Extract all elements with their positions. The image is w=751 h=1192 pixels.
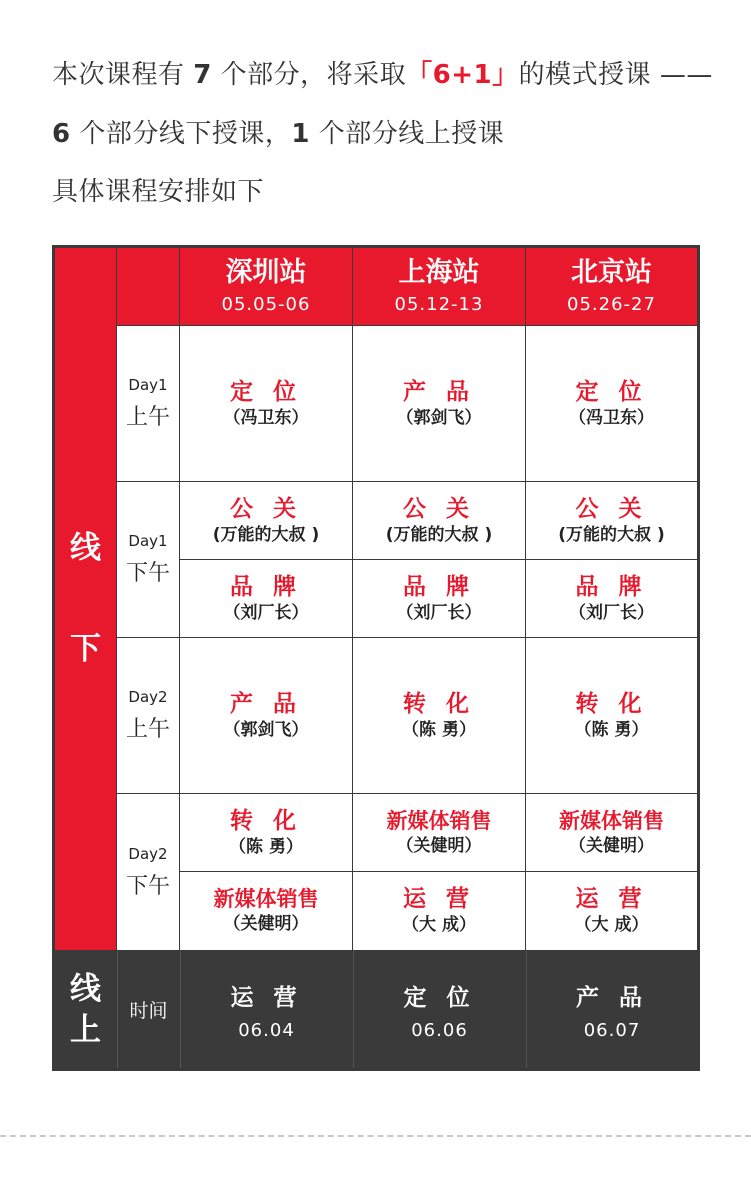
- online-char-2: 上: [70, 1011, 101, 1048]
- city-date: 05.12-13: [394, 293, 484, 315]
- session-topic: 公 关: [402, 495, 475, 522]
- intro-line-1: [52, 54, 713, 91]
- intro-text: 个部分线上授课: [318, 119, 505, 149]
- intro-number: 1: [291, 119, 310, 149]
- session-topic: 品 牌: [575, 573, 648, 600]
- online-label: [55, 951, 116, 1068]
- session-topic: 转 化: [575, 690, 648, 717]
- header-corner: [117, 248, 179, 325]
- session-speaker: （冯卫东）: [223, 407, 309, 428]
- online-topic: 定 位: [403, 984, 476, 1011]
- city-date: 05.05-06: [221, 293, 311, 315]
- online-topic: 产 品: [575, 984, 648, 1011]
- session-speaker: （关健明）: [396, 835, 482, 856]
- session-topic: 品 牌: [229, 573, 302, 600]
- session-cell: [180, 872, 352, 950]
- session-topic: 转 化: [229, 807, 302, 834]
- session-topic: 定 位: [229, 378, 302, 405]
- session-speaker: （大 成）: [574, 915, 649, 935]
- session-cell: [526, 872, 697, 950]
- session-topic: 公 关: [575, 495, 648, 522]
- time-label: 时间: [129, 1000, 168, 1022]
- session-cell: [353, 326, 525, 481]
- city-header-shanghai: [353, 248, 525, 325]
- online-session: [180, 951, 352, 1068]
- session-cell: [180, 638, 352, 793]
- session-topic: 新媒体销售: [213, 887, 319, 911]
- intro-text: 本次课程有: [52, 60, 185, 90]
- session-topic: 公 关: [229, 495, 302, 522]
- session-topic: 转 化: [402, 690, 475, 717]
- ampm-label: 上午: [125, 405, 170, 430]
- intro-text: 个部分，将采取: [220, 60, 407, 90]
- offline-char-2: 下: [70, 631, 101, 667]
- online-date: 06.06: [411, 1019, 468, 1041]
- session-topic: 运 营: [575, 886, 648, 912]
- session-topic: 产 品: [402, 378, 475, 405]
- city-date: 05.26-27: [567, 293, 656, 315]
- session-topic: 品 牌: [402, 573, 475, 600]
- offline-char-1: 线: [70, 530, 101, 566]
- online-session: [353, 951, 525, 1068]
- period-day2-am: [117, 638, 179, 793]
- period-day1-am: [117, 326, 179, 481]
- intro-highlight: 「6+1」: [406, 60, 519, 90]
- offline-label: [55, 248, 116, 950]
- intro-text: 的模式授课 ——: [518, 60, 713, 90]
- session-speaker: （郭剑飞）: [396, 407, 482, 428]
- session-cell: [526, 326, 697, 481]
- session-speaker: （郭剑飞）: [223, 719, 309, 740]
- session-cell: [353, 638, 525, 793]
- intro-line-2: [52, 113, 504, 150]
- intro-text: 具体课程安排如下: [52, 177, 265, 207]
- session-cell: [353, 872, 525, 950]
- online-session: [526, 951, 697, 1068]
- intro-number: 7: [193, 60, 212, 90]
- ampm-label: 上午: [125, 717, 170, 742]
- session-topic: 定 位: [575, 378, 648, 405]
- day-label: Day2: [128, 688, 168, 706]
- day-label: Day2: [128, 844, 168, 863]
- session-topic: 新媒体销售: [386, 808, 492, 833]
- day-label: Day1: [128, 532, 168, 550]
- session-cell: [180, 482, 352, 559]
- session-speaker: (万能的大叔 ): [212, 524, 320, 545]
- session-topic: 新媒体销售: [559, 808, 664, 833]
- intro-line-3: [52, 171, 264, 208]
- session-speaker: （刘厂长）: [569, 602, 654, 623]
- session-speaker: (万能的大叔 ): [558, 524, 665, 545]
- city-name: 深圳站: [225, 256, 307, 288]
- session-cell: [353, 794, 525, 871]
- online-date: 06.04: [238, 1019, 295, 1041]
- session-speaker: （陈 勇）: [574, 719, 649, 740]
- city-name: 北京站: [571, 256, 652, 288]
- session-topic: 运 营: [402, 886, 475, 912]
- session-cell: [526, 560, 697, 637]
- session-cell: [353, 560, 525, 637]
- ampm-label: 下午: [125, 561, 170, 586]
- session-speaker: （关健明）: [223, 914, 309, 934]
- session-cell: [180, 560, 352, 637]
- session-speaker: （刘厂长）: [396, 602, 482, 623]
- dashed-divider: [0, 1135, 751, 1137]
- online-topic: 运 营: [230, 984, 303, 1011]
- intro-number: 6: [52, 119, 71, 149]
- session-speaker: （陈 勇）: [229, 836, 303, 857]
- day-label: Day1: [128, 376, 168, 394]
- online-date: 06.07: [583, 1019, 641, 1041]
- ampm-label: 下午: [125, 873, 170, 899]
- city-name: 上海站: [398, 256, 480, 288]
- period-day1-pm: [117, 482, 179, 637]
- city-header-shenzhen: [180, 248, 352, 325]
- session-topic: 产 品: [229, 690, 302, 717]
- session-cell: [353, 482, 525, 559]
- intro-text: 个部分线下授课，: [79, 119, 292, 149]
- session-speaker: （陈 勇）: [402, 719, 476, 740]
- period-day2-pm: [117, 794, 179, 950]
- session-cell: [526, 638, 697, 793]
- session-speaker: （刘厂长）: [223, 602, 309, 623]
- session-cell: [180, 794, 352, 871]
- online-time-label: [117, 951, 179, 1068]
- session-cell: [180, 326, 352, 481]
- city-header-beijing: [526, 248, 697, 325]
- session-cell: [526, 794, 697, 871]
- session-speaker: （关健明）: [569, 835, 654, 856]
- session-speaker: （冯卫东）: [569, 407, 654, 428]
- session-speaker: （大 成）: [402, 915, 476, 935]
- session-speaker: (万能的大叔 ): [385, 524, 493, 545]
- online-char-1: 线: [70, 970, 101, 1007]
- session-cell: [526, 482, 697, 559]
- schedule-table: [52, 245, 700, 1071]
